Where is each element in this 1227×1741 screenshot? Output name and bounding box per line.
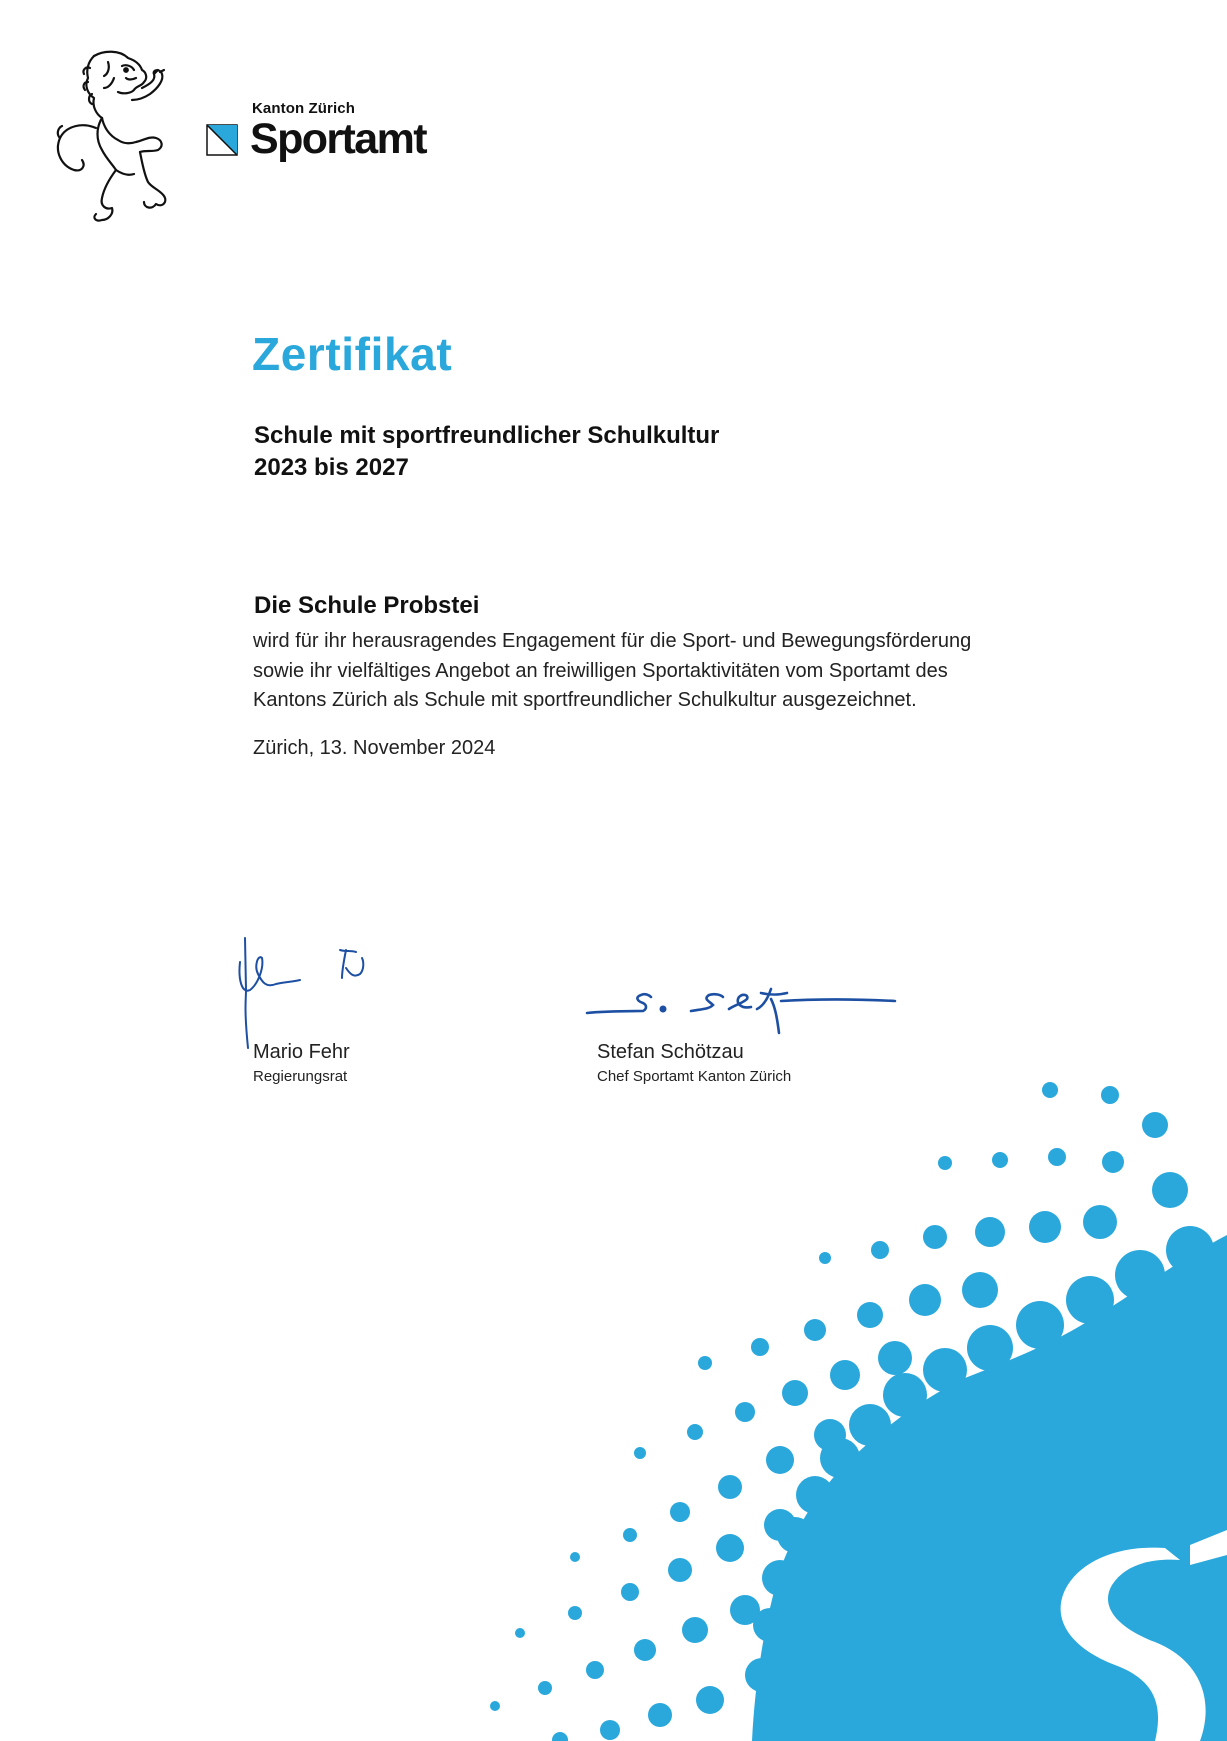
signatory-name: Mario Fehr [253, 1041, 350, 1063]
certificate-title: Zertifikat [252, 328, 453, 380]
signatory-block-2 [597, 1041, 791, 1085]
body-line: Kantons Zürich als Schule mit sportfreundlicher Schulkultur ausgezeichnet. [253, 689, 917, 711]
signature-stefan-schoetzau [585, 975, 900, 1045]
body-line: wird für ihr herausragendes Engagement für die Sport- und Bewegungsförderung [253, 630, 972, 652]
certificate-body [253, 627, 1103, 716]
subtitle-period: 2023 bis 2027 [254, 454, 409, 481]
signatory-role: Chef Sportamt Kanton Zürich [597, 1068, 792, 1085]
brand-name: Sportamt [250, 115, 426, 163]
issue-date: Zürich, 13. November 2024 [253, 737, 496, 759]
signatory-block-1 [253, 1041, 350, 1085]
subtitle-line: Schule mit sportfreundlicher Schulkultur [254, 422, 720, 449]
body-line: sowie ihr vielfältiges Angebot an freiwilligen Sportaktivitäten vom Sportamt des [253, 659, 948, 682]
signatory-name: Stefan Schötzau [597, 1041, 744, 1063]
signatory-role: Regierungsrat [253, 1068, 348, 1085]
canton-label: Kanton Zürich [252, 100, 355, 117]
zurich-lion-icon [52, 48, 172, 233]
zurich-flag-icon [206, 124, 238, 156]
certificate-subtitle [254, 420, 719, 484]
school-name: Die Schule Probstei [254, 592, 480, 619]
signature-mario-fehr [236, 930, 376, 1050]
